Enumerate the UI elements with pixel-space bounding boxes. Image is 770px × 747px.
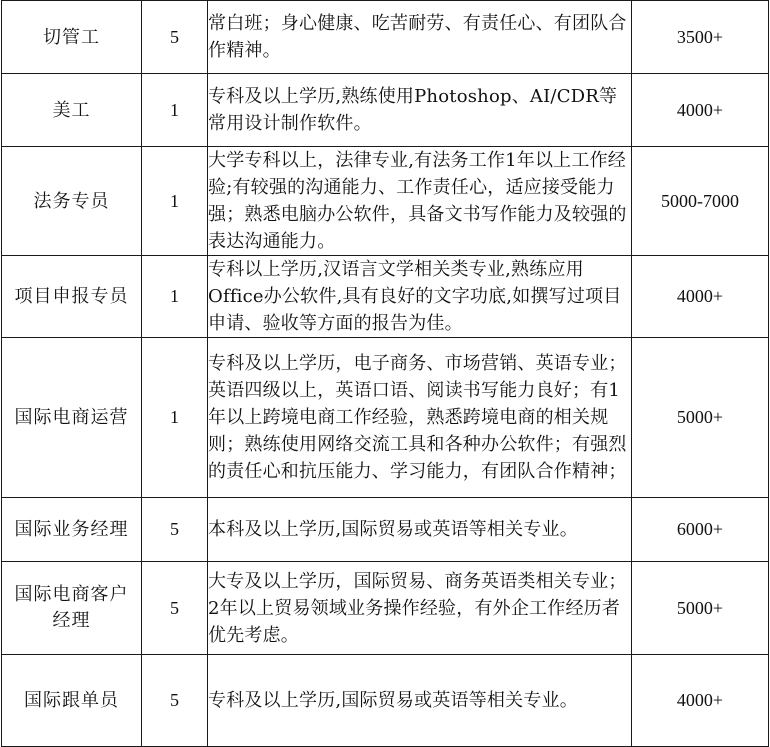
job-title: 项目申报专员 <box>2 256 142 338</box>
table-row <box>2 147 769 256</box>
salary: 5000+ <box>632 562 769 655</box>
job-requirements: 本科及以上学历,国际贸易或英语等相关专业。 <box>208 498 632 562</box>
headcount: 5 <box>142 562 208 655</box>
table-row <box>2 498 769 562</box>
table-row <box>2 1 769 74</box>
headcount: 1 <box>142 256 208 338</box>
salary: 4000+ <box>632 655 769 747</box>
job-title-cell <box>2 562 142 655</box>
job-requirements: 专科及以上学历,国际贸易或英语等相关专业。 <box>208 655 632 747</box>
headcount: 1 <box>142 74 208 147</box>
headcount: 5 <box>142 498 208 562</box>
job-title: 美工 <box>2 74 142 147</box>
job-title: 国际电商客户经理 <box>14 584 129 631</box>
job-requirements: 常白班；身心健康、吃苦耐劳、有责任心、有团队合作精神。 <box>208 1 632 74</box>
job-requirements: 大专及以上学历，国际贸易、商务英语类相关专业；2年以上贸易领域业务操作经验，有外企工作经历者优先考虑。 <box>208 562 632 655</box>
headcount: 1 <box>142 338 208 498</box>
table-row <box>2 655 769 747</box>
job-title: 国际电商运营 <box>2 338 142 498</box>
table-row <box>2 74 769 147</box>
job-table <box>1 0 769 747</box>
job-requirements: 专科及以上学历，电子商务、市场营销、英语专业；英语四级以上，英语口语、阅读书写能力良好；有1年以上跨境电商工作经验，熟悉跨境电商的相关规则；熟练使用网络交流工具和各种办公软件；有强烈的责任心和抗压能力、学习能力，有团队合作精神； <box>208 338 632 498</box>
job-title: 切管工 <box>2 1 142 74</box>
salary: 6000+ <box>632 498 769 562</box>
job-title: 国际跟单员 <box>2 655 142 747</box>
headcount: 1 <box>142 147 208 256</box>
headcount: 5 <box>142 1 208 74</box>
job-requirements: 专科以上学历,汉语言文学相关类专业,熟练应用Office办公软件,具有良好的文字功底,如撰写过项目申请、验收等方面的报告为佳。 <box>208 256 632 338</box>
salary: 5000-7000 <box>632 147 769 256</box>
job-requirements: 大学专科以上，法律专业,有法务工作1年以上工作经验;有较强的沟通能力、工作责任心，适应接受能力强；熟悉电脑办公软件，具备文书写作能力及较强的表达沟通能力。 <box>208 147 632 256</box>
job-title: 法务专员 <box>2 147 142 256</box>
headcount: 5 <box>142 655 208 747</box>
salary: 4000+ <box>632 256 769 338</box>
salary: 5000+ <box>632 338 769 498</box>
table-row <box>2 338 769 498</box>
job-title: 国际业务经理 <box>2 498 142 562</box>
job-requirements: 专科及以上学历,熟练使用Photoshop、AI/CDR等常用设计制作软件。 <box>208 74 632 147</box>
salary: 3500+ <box>632 1 769 74</box>
salary: 4000+ <box>632 74 769 147</box>
table-row <box>2 562 769 655</box>
table-row <box>2 256 769 338</box>
